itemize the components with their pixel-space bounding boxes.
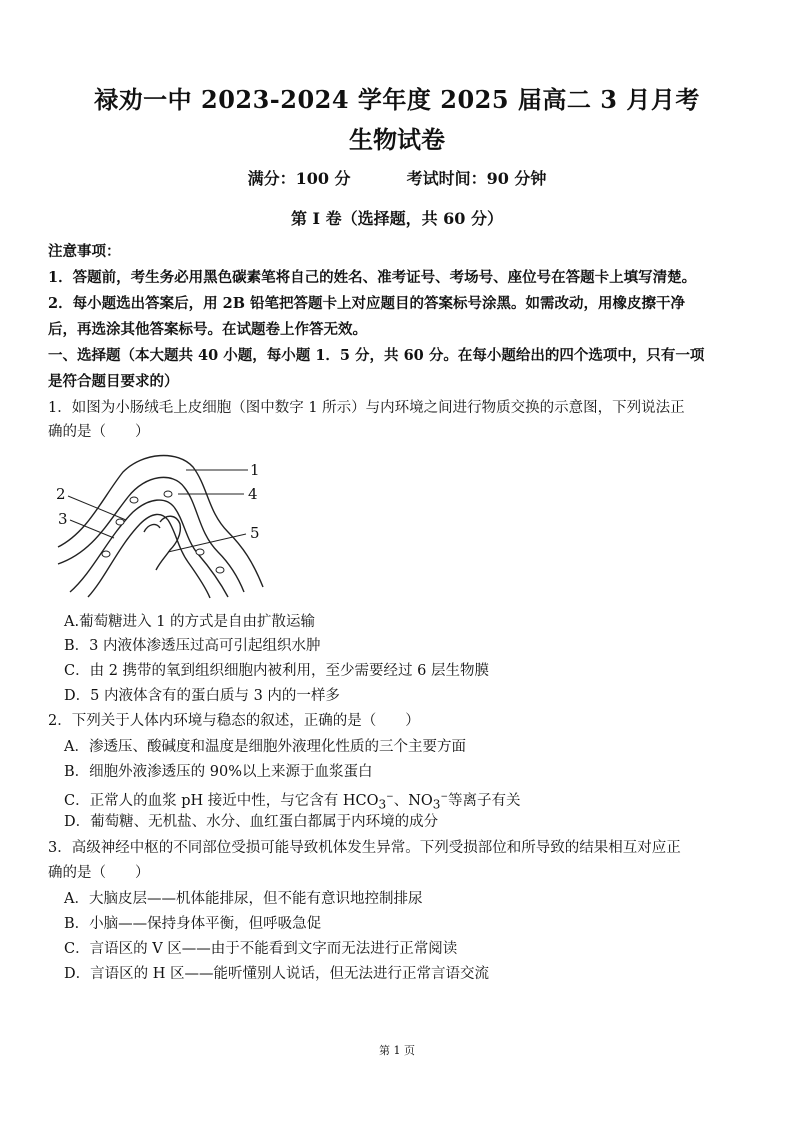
q2-stem: 2．下列关于人体内环境与稳态的叙述，正确的是（ ） [48,713,420,729]
notes-heading: 注意事项： [48,243,121,260]
q1-stem-a: 1．如图为小肠绒毛上皮细胞（图中数字 1 所示）与内环境之间进行物质交换的示意图，下列说法正 [48,400,685,416]
q3-option-c: C．言语区的 V 区——由于不能看到文字而无法进行正常阅读 [64,941,458,957]
exam-time: 考试时间：90 分钟 [406,169,547,188]
q2-option-d: D．葡萄糖、无机盐、水分、血红蛋白都属于内环境的成分 [64,814,439,830]
figure-label-3: 3 [58,510,68,528]
lymph-capillary [156,516,180,570]
subject-title: 生物试卷 [349,125,445,154]
notes-item-2a: 2．每小题选出答案后，用 2B 铅笔把答题卡上对应题目的答案标号涂黑。如需改动，用橡皮擦干净 [48,295,686,312]
q2-option-b: B．细胞外液渗透压的 90%以上来源于血浆蛋白 [64,764,373,780]
q3-stem-b: 确的是（ ） [48,865,150,881]
q3-stem-a: 3．高级神经中枢的不同部位受损可能导致机体发生异常。下列受损部位和所导致的结果相互对应正 [48,840,681,856]
figure-label-2: 2 [56,485,66,503]
exam-info [0,166,794,189]
red-blood-cell [130,497,138,503]
figure-label-1: 1 [250,461,260,479]
exam-title: 禄劝一中 2023-2024 学年度 2025 届高二 3 月月考 [94,85,700,114]
q2-option-c: C．正常人的血浆 pH 接近中性，与它含有 $HCO_3^-$、$NO_3^-$等离子有关 [64,792,521,812]
notes-item-2b: 后，再选涂其他答案标号。在试题卷上作答无效。 [48,321,367,338]
red-blood-cell [216,567,224,573]
notes-item-1: 1．答题前，考生务必用黑色碳素笔将自己的姓名、准考证号、考场号、座位号在答题卡上填写清楚。 [48,269,697,286]
lymph-capillary-inner [144,525,160,532]
figure-label-4: 4 [248,485,258,503]
q1-option-d: D．5 内液体含有的蛋白质与 3 内的一样多 [64,688,340,704]
red-blood-cell [102,551,110,557]
q3-option-b: B．小脑——保持身体平衡，但呼吸急促 [64,916,322,932]
part1-heading-b: 是符合题目要求的） [48,373,179,390]
q3-option-d: D．言语区的 H 区——能听懂别人说话，但无法进行正常言语交流 [64,966,489,982]
q1-option-c: C．由 2 携带的氧到组织细胞内被利用，至少需要经过 6 层生物膜 [64,663,489,679]
red-blood-cell [164,491,172,497]
full-score: 满分：100 分 [247,169,351,188]
villus-diagram [48,452,278,600]
q2-option-a: A．渗透压、酸碱度和温度是细胞外液理化性质的三个主要方面 [64,739,466,755]
red-blood-cell [196,549,204,555]
q1-stem-b: 确的是（ ） [48,424,150,440]
q3-option-a: A．大脑皮层——机体能排尿，但不能有意识地控制排尿 [64,891,423,907]
section-title: 第 I 卷（选择题，共 60 分） [290,209,504,228]
page-number: 第 1 页 [379,1044,415,1057]
red-blood-cell [116,519,124,525]
part1-heading-a: 一、选择题（本大题共 40 小题，每小题 1．5 分，共 60 分。在每小题给出的四个选项中，只有一项 [48,347,705,364]
figure-label-5: 5 [250,524,260,542]
label-pointer-2 [68,496,126,520]
q1-option-b: B．3 内液体渗透压过高可引起组织水肿 [64,638,321,654]
q1-option-a: A.葡萄糖进入 1 的方式是自由扩散运输 [64,614,316,630]
label-pointer-3 [70,520,114,538]
